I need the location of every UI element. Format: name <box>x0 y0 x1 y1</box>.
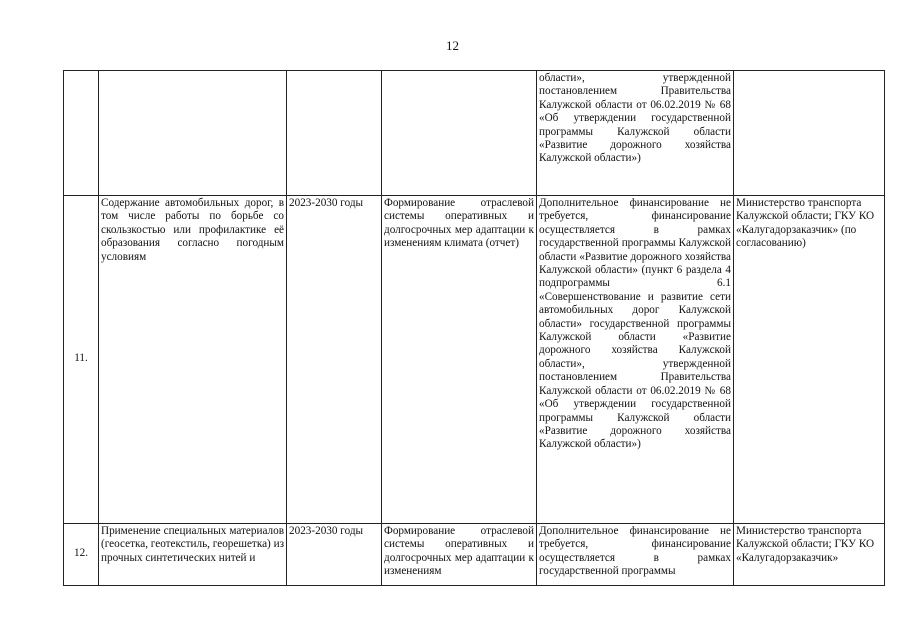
measure-cell: Применение специальных материалов (геосетка, геотекстиль, георешетка) из прочных синтетических нитей и <box>99 524 287 586</box>
table-row <box>64 196 885 524</box>
funding-cell: Дополнительное финансирование не требуется, финансирование осуществляется в рамках государственной программы <box>537 524 734 586</box>
table-row <box>64 524 885 586</box>
result-cell: Формирование отраслевой системы оперативных и долгосрочных мер адаптации к изменениям <box>382 524 537 586</box>
table-row <box>64 71 885 196</box>
funding-cell: области», утвержденной постановлением Правительства Калужской области от 06.02.2019 № 68 «Об утверждении государственной программы Калужской области «Развитие дорожного хозяйства Калужской области») <box>537 71 734 196</box>
row-number: 12. <box>64 524 99 586</box>
row-number <box>64 71 99 196</box>
measure-cell <box>99 71 287 196</box>
responsible-cell: Министерство транспорта Калужской области; ГКУ КО «Калугадорзаказчик» (по согласованию) <box>734 196 885 524</box>
funding-cell: Дополнительное финансирование не требуется, финансирование осуществляется в рамках государственной программы Калужской области «Развитие дорожного хозяйства Калужской области» (пункт 6 раздела 4 подпрограммы 6.1 «Совершенствование и развитие сети автомобильных дорог Калужской области» государственной программы Калужской области «Развитие дорожного хозяйства Калужской области», утвержденной постановлением Правительства Калужской области от 06.02.2019 № 68 «Об утверждении государственной программы Калужской области «Развитие дорожного хозяйства Калужской области») <box>537 196 734 524</box>
page-number: 12 <box>446 38 459 53</box>
responsible-cell: Министерство транспорта Калужской области; ГКУ КО «Калугадорзаказчик» <box>734 524 885 586</box>
row-number: 11. <box>64 196 99 524</box>
responsible-cell <box>734 71 885 196</box>
period-cell <box>287 71 382 196</box>
result-cell: Формирование отраслевой системы оперативных и долгосрочных мер адаптации к изменениям климата (отчет) <box>382 196 537 524</box>
measures-table <box>63 70 885 586</box>
period-cell: 2023-2030 годы <box>287 196 382 524</box>
period-cell: 2023-2030 годы <box>287 524 382 586</box>
measure-cell: Содержание автомобильных дорог, в том числе работы по борьбе со скользкостью или профилактике её образования согласно погодным условиям <box>99 196 287 524</box>
result-cell <box>382 71 537 196</box>
